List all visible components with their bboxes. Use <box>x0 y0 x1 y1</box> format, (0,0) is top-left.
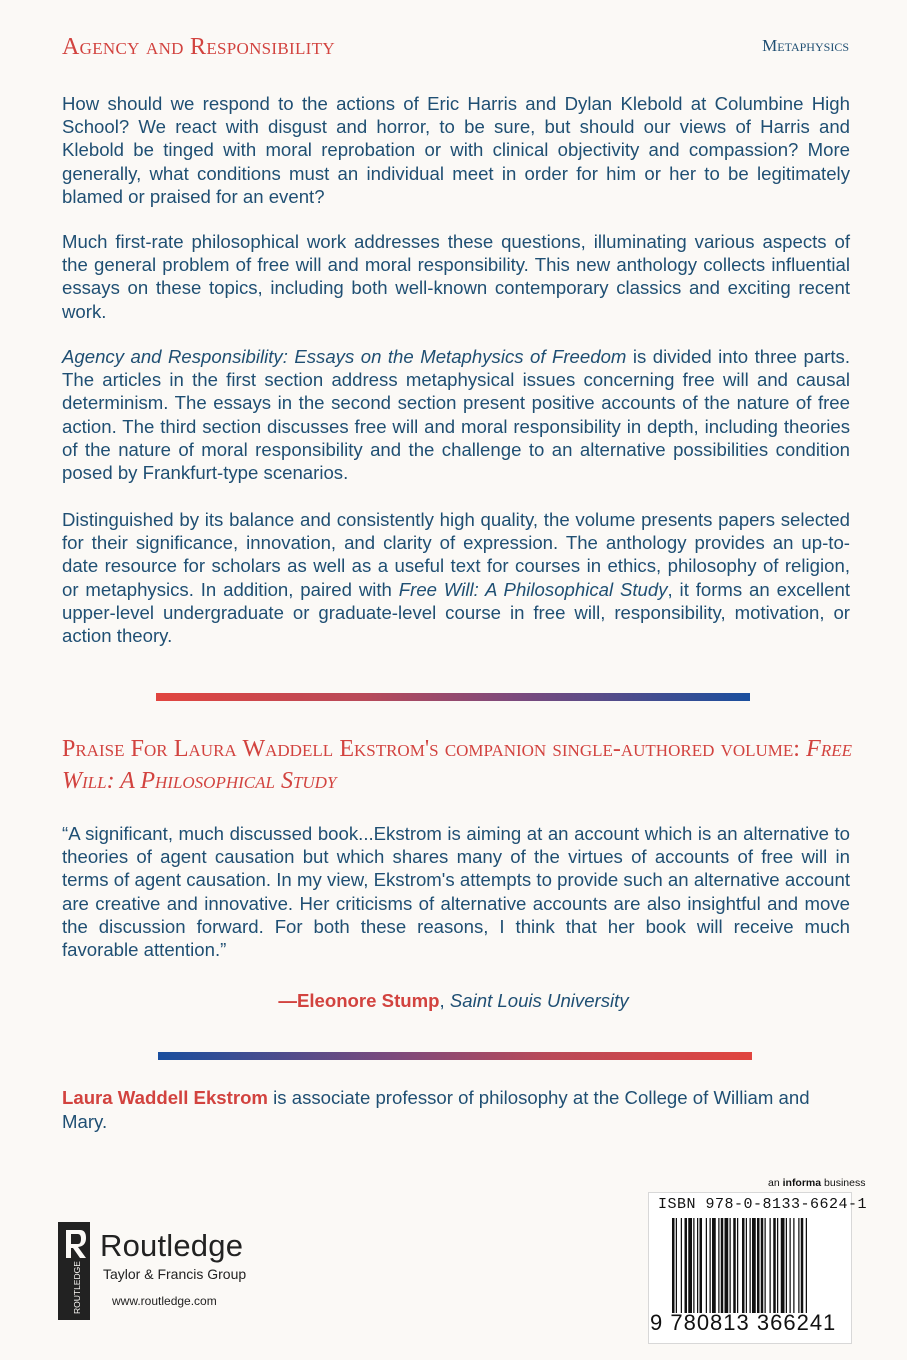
author-bio <box>62 1086 852 1134</box>
structure-text: is divided into three parts. The articles in the first section address metaphysical issues concerning free will and causal determinism. The essays in the second section present positive accounts of the nature of free action. The third section discusses free will and moral responsibility in depth, including theories of the nature of moral responsibility and the challenge to an alternative possibilities condition posed by Frankfurt-type scenarios. <box>62 346 850 484</box>
book-title-italic: Agency and Responsibility: Essays on the Metaphysics of Freedom <box>62 346 627 367</box>
quality-text: Distinguished by its balance and consistently high quality, the volume presents papers selected for their significance, innovation, and clarity of expression. The anthology provides an up-to-date resource for scholars as well as a useful text for courses in ethics, philosophy of religion, or metaphysics. In addition, paired with <box>62 509 850 600</box>
informa-tagline <box>768 1177 865 1189</box>
review-quote: “A significant, much discussed book...Ekstrom is aiming at an account which is an alternative to theories of agent causation but which shares many of the virtues of accounts of free will in terms of agent causation. In my view, Ekstrom's attempts to provide such an alternative account are creative and innovative. Her criticisms of alternative accounts are also insightful and move the discussion forward. For both these reasons, I think that her book will receive much favorable attention.” <box>62 823 850 961</box>
category-label: Metaphysics <box>762 36 849 55</box>
routledge-logo-icon <box>58 1222 90 1320</box>
structure-paragraph <box>62 345 850 484</box>
informa-suffix: business <box>821 1177 866 1189</box>
praise-heading-text: Praise For Laura Waddell Ekstrom's companion single-authored volume: <box>62 736 807 762</box>
barcode-number: 9 780813 366241 <box>650 1310 837 1335</box>
quote-attribution <box>0 990 907 1012</box>
praise-heading-book: Free Will: A Philosophical Study <box>62 736 852 794</box>
gradient-divider-bottom <box>158 1052 752 1060</box>
gradient-divider-top <box>156 693 750 701</box>
publisher-name: Routledge <box>100 1228 244 1263</box>
companion-book-title: Free Will: A Philosophical Study <box>398 578 668 600</box>
quality-paragraph <box>62 508 850 647</box>
author-name: Laura Waddell Ekstrom <box>62 1087 268 1108</box>
author-bio-text: is associate professor of philosophy at the College of William and Mary. <box>62 1087 810 1132</box>
informa-brand: informa <box>782 1177 822 1189</box>
logo-mark-text: ROUTLEDGE <box>72 1261 82 1314</box>
overview-paragraph: Much first-rate philosophical work addresses these questions, illuminating various aspects of the general problem of free will and moral responsibility. This new anthology collects influential essays on these topics, including both well-known contemporary classics and exciting recent work. <box>62 231 850 322</box>
publisher-website: www.routledge.com <box>112 1294 217 1308</box>
praise-heading <box>62 733 852 797</box>
isbn-label: ISBN 978-0-8133-6624-1 <box>658 1196 868 1213</box>
intro-paragraph: How should we respond to the actions of Eric Harris and Dylan Klebold at Columbine High School? We react with disgust and horror, to be sure, but should our views of Harris and Klebold be tinged with moral reprobation or with clinical objectivity and compassion? More generally, what conditions must an individual meet in order for him or her to be legitimately blamed or praised for an event? <box>62 93 850 207</box>
quality-text-end: , it forms an excellent upper-level undergraduate or graduate-level course in free will, responsibility, motivation, or action theory. <box>62 578 850 647</box>
publisher-group: Taylor & Francis Group <box>103 1266 247 1282</box>
book-title-header: Agency and Responsibility <box>62 34 335 60</box>
attribution-separator: , <box>439 990 450 1011</box>
reviewer-name: —Eleonore Stump <box>278 990 440 1011</box>
reviewer-institution: Saint Louis University <box>449 990 629 1011</box>
barcode-bars <box>672 1218 847 1313</box>
informa-prefix: an <box>768 1177 783 1189</box>
